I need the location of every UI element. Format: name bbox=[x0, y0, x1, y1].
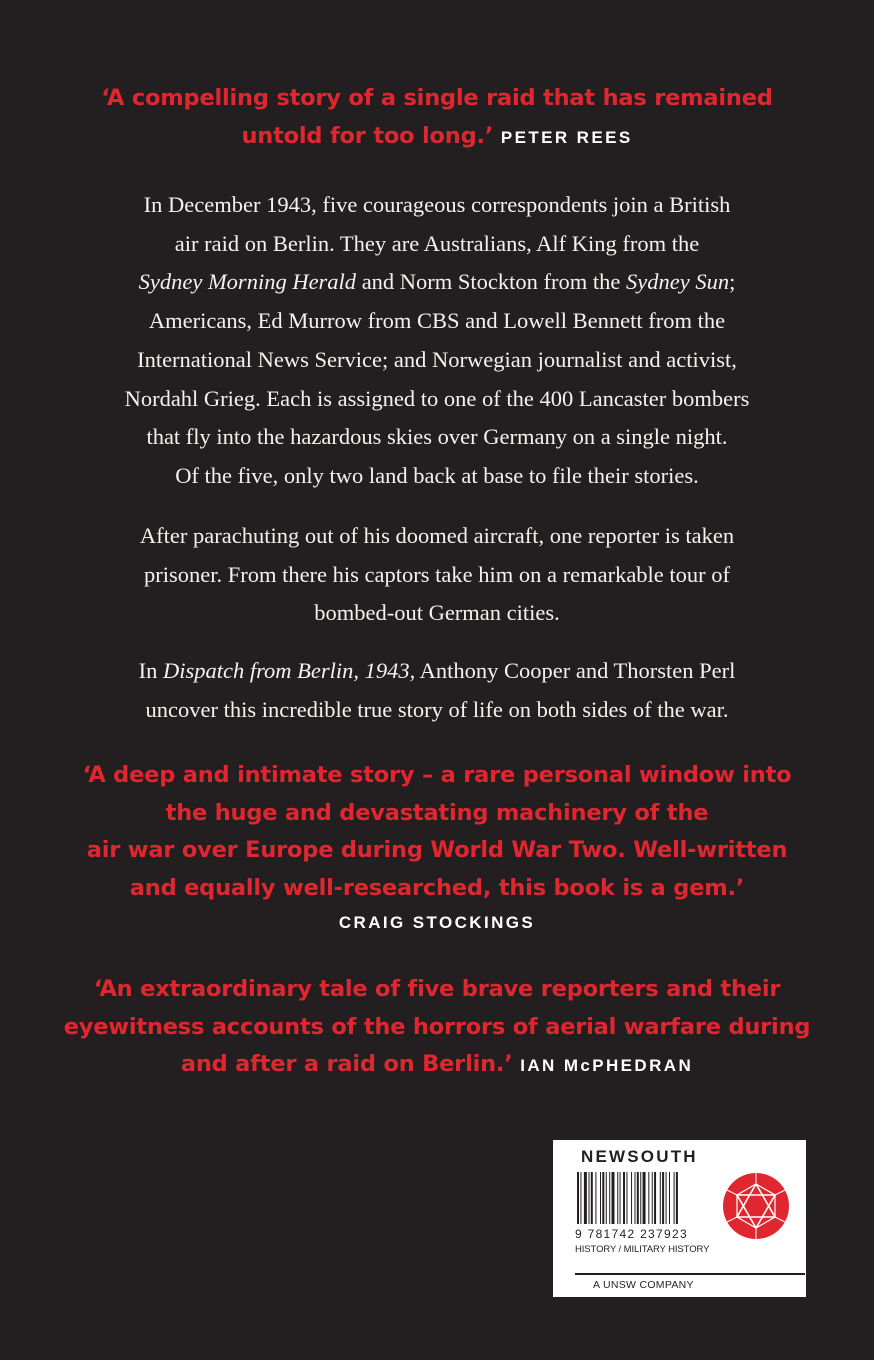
blurb-line: Nordahl Grieg. Each is assigned to one of the 400 Lancaster bombers bbox=[124, 385, 750, 411]
blurb-line: air raid on Berlin. They are Australians, Alf King from the bbox=[174, 230, 700, 256]
blurb-line: bombed-out German cities. bbox=[314, 600, 560, 626]
company-label: A UNSW COMPANY bbox=[593, 1279, 694, 1291]
publisher-name: NEWSOUTH bbox=[581, 1147, 698, 1166]
quote-line: ‘A compelling story of a single raid that has remained bbox=[101, 85, 773, 111]
isbn: 9 781742 237923 bbox=[575, 1227, 688, 1241]
quote-line: ‘An extraordinary tale of five brave reporters and their bbox=[93, 976, 781, 1002]
quote-craig-stockings bbox=[0, 757, 874, 933]
blurb bbox=[0, 186, 874, 496]
blurb-line: International News Service; and Norwegian journalist and activist, bbox=[137, 346, 737, 372]
publisher-logo-icon bbox=[721, 1171, 791, 1241]
italic-title: Sydney Sun bbox=[626, 269, 730, 295]
blurb-2 bbox=[0, 517, 874, 633]
quote-attribution: CRAIG STOCKINGS bbox=[338, 913, 536, 932]
quote-line-with-attribution bbox=[0, 1046, 874, 1085]
quote-text: and after a raid on Berlin.’ bbox=[180, 1051, 513, 1077]
quote-line: the huge and devastating machinery of the bbox=[165, 799, 709, 826]
quote-peter-rees bbox=[0, 80, 874, 156]
blurb-line: prisoner. From there his captors take him on a remarkable tour of bbox=[143, 561, 731, 587]
blurb-line: uncover this incredible true story of life on both sides of the war. bbox=[145, 696, 729, 722]
blurb-3 bbox=[0, 652, 874, 729]
quote-text bbox=[0, 757, 874, 907]
blurb-paragraph-3 bbox=[0, 652, 874, 729]
quote-ian-mcphedran bbox=[0, 971, 874, 1085]
blurb-line: In Dispatch from Berlin, 1943, Anthony Cooper and Thorsten Perl bbox=[138, 658, 736, 683]
blurb-line: Of the five, only two land back at base to file their stories. bbox=[175, 462, 699, 488]
blurb-line: Americans, Ed Murrow from CBS and Lowell Bennett from the bbox=[148, 308, 726, 334]
quote-text: untold for too long.’ bbox=[241, 122, 494, 149]
quote-line: eyewitness accounts of the horrors of aerial warfare during bbox=[63, 1013, 811, 1040]
category-label: HISTORY / MILITARY HISTORY bbox=[575, 1244, 710, 1255]
barcode bbox=[577, 1172, 715, 1230]
blurb-paragraph-2 bbox=[0, 517, 874, 633]
quote-line: and equally well-researched, this book is a gem.’ bbox=[129, 874, 745, 901]
italic-title: Sydney Morning Herald bbox=[138, 269, 357, 295]
blurb-line: After parachuting out of his doomed aircraft, one reporter is taken bbox=[139, 523, 735, 548]
quote-attribution: IAN McPHEDRAN bbox=[520, 1056, 694, 1075]
quote-line: air war over Europe during World War Two. Well-written bbox=[86, 837, 788, 863]
blurb-paragraph-1 bbox=[0, 186, 874, 496]
quote-line: ‘A deep and intimate story – a rare personal window into bbox=[82, 762, 792, 788]
quote-attribution: PETER REES bbox=[500, 127, 633, 147]
blurb-line: that fly into the hazardous skies over Germany on a single night. bbox=[146, 424, 728, 450]
blurb-line: In December 1943, five courageous correspondents join a British bbox=[143, 192, 731, 217]
quote-line-with-attribution bbox=[0, 118, 874, 157]
italic-title: Dispatch from Berlin, 1943 bbox=[162, 658, 410, 683]
imprint-box bbox=[553, 1140, 806, 1297]
blurb-line: Sydney Morning Herald and Norm Stockton from the Sydney Sun; bbox=[138, 269, 736, 295]
divider bbox=[575, 1273, 805, 1275]
